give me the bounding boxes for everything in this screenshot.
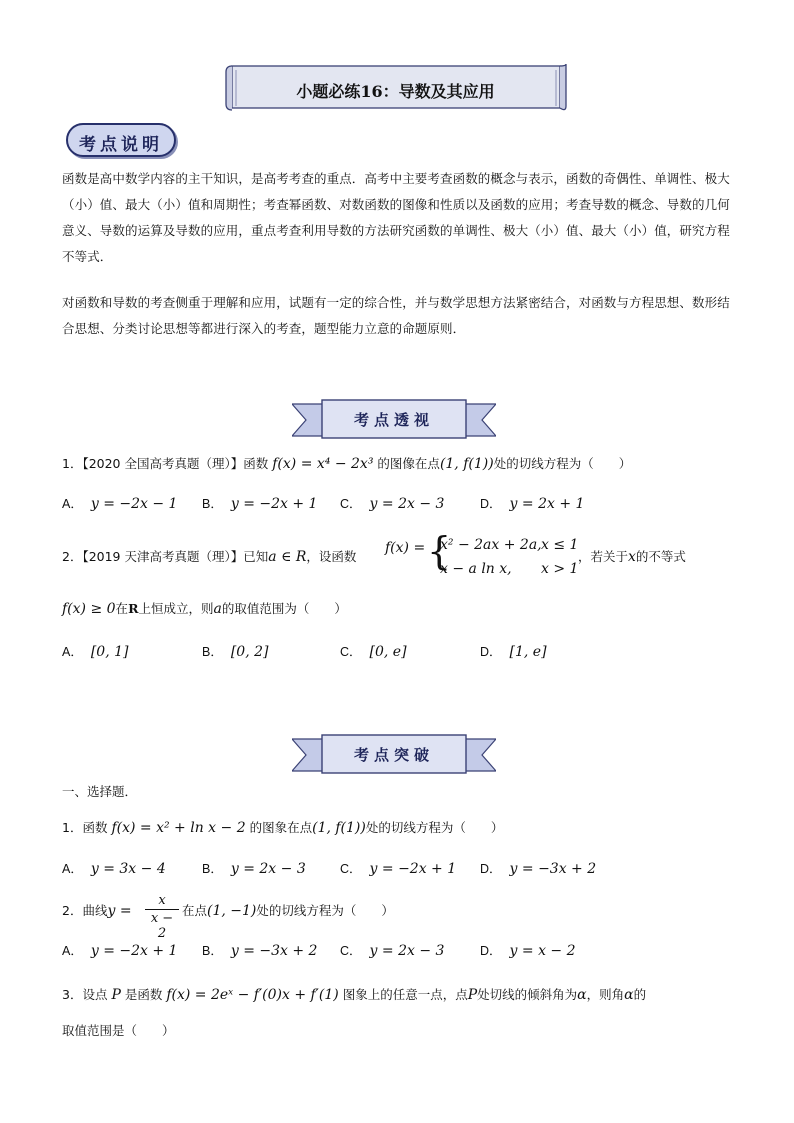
option-label: B． xyxy=(202,497,223,511)
intro-paragraph-1: 函数是高中数学内容的主干知识，是高考考查的重点．高考中主要考查函数的概念与表示，函数的奇偶性、单调性、极大（小）值、最大（小）值和周期性；考查幂函数、对数函数的图像和性质以及函数的应用；考查导数的概念、导数的几何意义、导数的运算及导数的应用，重点考查利用导数的方法研究函数的单调性、极大（小）值、最大（小）值，研究方程不等式． xyxy=(62,171,730,264)
s1-q1-option-a[interactable] xyxy=(62,494,177,512)
option-value: y = −2x + 1 xyxy=(90,943,178,959)
s2-q1-option-a[interactable] xyxy=(62,859,166,877)
option-value: y = 3x − 4 xyxy=(90,861,166,877)
formula: f(x) = xyxy=(385,540,426,556)
formula: (1, f(1)) xyxy=(312,820,366,836)
question-text: 是函数 xyxy=(124,987,163,1002)
option-label: C． xyxy=(340,645,362,659)
question-number: 3． xyxy=(62,987,83,1002)
option-value: y = −2x − 1 xyxy=(90,496,178,512)
option-label: D． xyxy=(480,497,502,511)
question-text: 处的切线方程为（ ） xyxy=(365,820,504,835)
formula: f(x) = 2eˣ − f′(0)x + f′(1) xyxy=(166,987,339,1003)
question-number: 2． xyxy=(62,903,83,918)
piecewise-brace: { xyxy=(427,529,452,573)
s2-q1-option-c[interactable] xyxy=(340,859,456,877)
option-label: C． xyxy=(340,862,362,876)
real-set-symbol: R xyxy=(128,601,139,616)
explain-badge xyxy=(66,123,176,157)
option-value: y = 2x − 3 xyxy=(369,496,445,512)
option-value: y = 2x + 1 xyxy=(509,496,585,512)
explain-badge-label: 考点说明 xyxy=(79,135,163,155)
option-label: B． xyxy=(202,944,223,958)
question-text: 处切线的倾斜角为 xyxy=(477,987,578,1002)
option-value: [1, e] xyxy=(509,644,547,660)
question-text: ，设函数 xyxy=(306,549,357,564)
fraction-numerator: x xyxy=(158,893,166,908)
question-number: 2． xyxy=(62,549,83,564)
question-text: 已知 xyxy=(243,549,269,564)
s1-q1-option-c[interactable] xyxy=(340,494,444,512)
intro-paragraph-2: 对函数和导数的考查侧重于理解和应用，试题有一定的综合性，并与数学思想方法紧密结合，对函数与方程思想、数形结合思想、分类讨论思想等都进行深入的考查，题型能力立意的命题原则． xyxy=(62,295,730,336)
question-text: 的图象在点 xyxy=(249,820,313,835)
option-label: B． xyxy=(202,645,223,659)
s1-q2-option-b[interactable] xyxy=(202,642,268,660)
title-scroll xyxy=(224,62,567,114)
s2-q2-option-b[interactable] xyxy=(202,941,317,959)
formula: f(x) = x² + ln x − 2 xyxy=(111,820,246,836)
option-label: D． xyxy=(480,862,502,876)
s2-q2-option-c[interactable] xyxy=(340,941,444,959)
question-text: 在点 xyxy=(182,903,208,918)
s1-q1-option-b[interactable] xyxy=(202,494,317,512)
question-text: ，则角 xyxy=(586,987,625,1002)
question-text: 上恒成立，则 xyxy=(138,601,214,616)
fraction-bar xyxy=(145,909,179,910)
option-value: y = x − 2 xyxy=(509,943,576,959)
section-heading: 一、选择题． xyxy=(62,784,138,799)
fraction-denominator: x − 2 xyxy=(150,911,174,941)
section-banner-insight-label: 考点透视 xyxy=(353,411,434,429)
formula: P xyxy=(467,987,478,1003)
s1-q2-option-a[interactable] xyxy=(62,642,128,660)
question-text: 函数 xyxy=(82,820,108,835)
fraction xyxy=(145,893,179,941)
question-text: 的图像在点 xyxy=(377,456,440,471)
formula: a xyxy=(213,601,222,617)
option-value: [0, 2] xyxy=(230,644,269,660)
option-value: y = −3x + 2 xyxy=(509,861,597,877)
formula: a ∈ R xyxy=(268,549,307,565)
s1-q2-option-c[interactable] xyxy=(340,642,407,660)
s2-question-2-tail xyxy=(182,903,394,919)
formula: y = xyxy=(107,903,132,919)
formula: f(x) = x⁴ − 2x³ xyxy=(272,456,374,472)
question-source: 【2019 天津高考真题（理）】 xyxy=(82,549,244,564)
s1-q1-option-d[interactable] xyxy=(480,494,584,512)
piecewise-fx xyxy=(385,540,425,556)
question-text: 函数 xyxy=(243,456,269,471)
option-label: B． xyxy=(202,862,223,876)
option-value: y = −2x + 1 xyxy=(369,861,457,877)
piecewise-case-1: x² − 2ax + 2a, xyxy=(440,537,542,553)
formula: P xyxy=(111,987,121,1003)
option-label: A． xyxy=(62,497,83,511)
option-value: [0, e] xyxy=(369,644,407,660)
s1-question-2-tail xyxy=(578,549,686,565)
option-label: C． xyxy=(340,497,362,511)
option-label: A． xyxy=(62,645,83,659)
s2-q1-option-b[interactable] xyxy=(202,859,306,877)
option-value: y = −3x + 2 xyxy=(230,943,318,959)
piecewise-case-2: x − a ln x, xyxy=(440,561,512,577)
option-label: D． xyxy=(480,944,502,958)
question-text: 曲线 xyxy=(82,903,108,918)
formula: (1, −1) xyxy=(207,903,257,919)
s2-question-2 xyxy=(62,903,132,919)
page-title: 小题必练16：导数及其应用 xyxy=(296,82,495,101)
option-label: C． xyxy=(340,944,362,958)
option-label: A． xyxy=(62,944,83,958)
section-banner-breakthrough-label: 考点突破 xyxy=(353,746,434,764)
option-value: y = −2x + 1 xyxy=(230,496,318,512)
option-label: D． xyxy=(480,645,502,659)
piecewise-case-2-condition: x > 1 xyxy=(541,561,579,577)
question-number: 1． xyxy=(62,456,83,471)
formula: α xyxy=(624,987,634,1003)
question-text: 的取值范围为（ ） xyxy=(221,601,347,616)
question-text: 处的切线方程为（ ） xyxy=(256,903,394,918)
s2-q1-option-d[interactable] xyxy=(480,859,596,877)
option-value: y = 2x − 3 xyxy=(369,943,445,959)
formula: x xyxy=(628,549,636,565)
formula: (1, f(1)) xyxy=(439,456,494,472)
question-number: 1． xyxy=(62,820,83,835)
question-text: 设点 xyxy=(82,987,108,1002)
question-text: 处的切线方程为（ ） xyxy=(493,456,632,471)
question-text: 在 xyxy=(115,601,129,616)
s1-question-2 xyxy=(62,549,356,565)
option-value: y = 2x − 3 xyxy=(230,861,306,877)
s1-question-2-line-2 xyxy=(62,601,347,617)
section-banner-breakthrough xyxy=(292,733,496,777)
section-banner-insight xyxy=(292,398,496,442)
option-value: [0, 1] xyxy=(90,644,129,660)
s2-q2-option-a[interactable] xyxy=(62,941,177,959)
s2-question-3 xyxy=(62,987,646,1003)
s2-q2-option-d[interactable] xyxy=(480,941,576,959)
s2-question-1 xyxy=(62,820,503,836)
question-text: 的 xyxy=(633,987,647,1002)
option-label: A． xyxy=(62,862,83,876)
s1-question-1 xyxy=(62,456,631,472)
question-source: 【2020 全国高考真题（理）】 xyxy=(82,456,244,471)
s1-q2-option-d[interactable] xyxy=(480,642,547,660)
s2-question-3-line-2: 取值范围是（ ） xyxy=(62,1023,175,1038)
piecewise-case-1-condition: x ≤ 1 xyxy=(541,537,579,553)
formula: α xyxy=(577,987,587,1003)
question-text: 图象上的任意一点，点 xyxy=(342,987,468,1002)
formula: f(x) ≥ 0 xyxy=(62,601,116,617)
question-text: 的不等式 xyxy=(635,549,686,564)
question-text: ，若关于 xyxy=(578,549,629,564)
